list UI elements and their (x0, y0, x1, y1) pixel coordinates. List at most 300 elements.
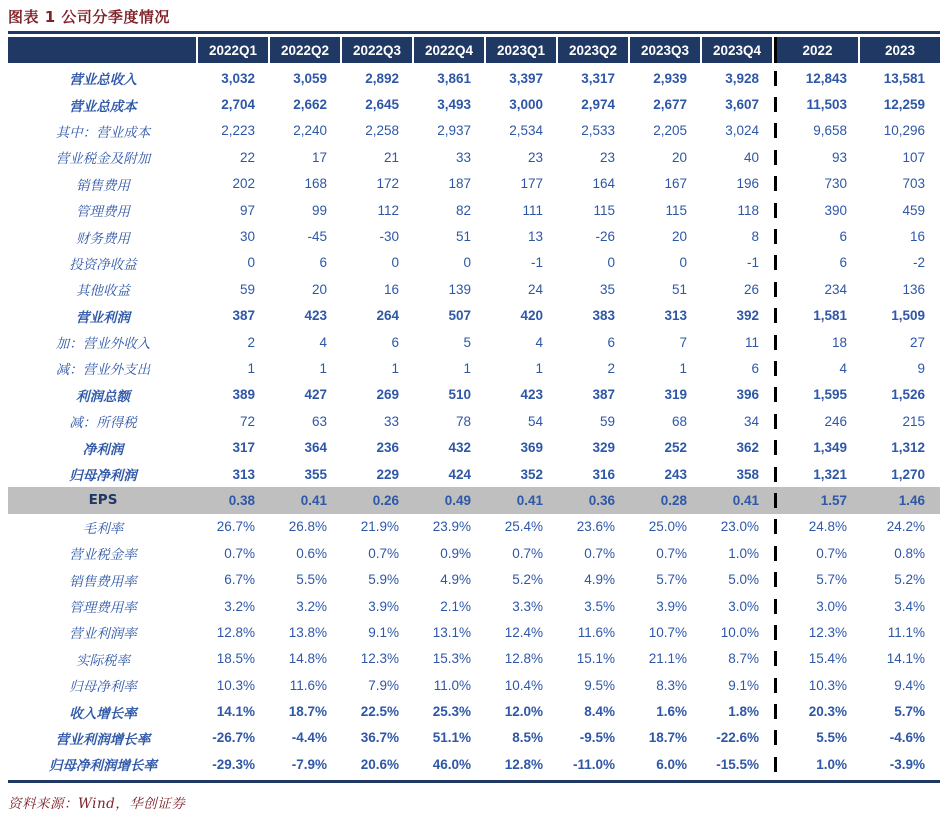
table-cell: 51 (455, 229, 471, 245)
table-cell: 12.8% (504, 651, 543, 667)
table-cell: 9,658 (774, 123, 858, 138)
table-cell: 18.5% (216, 651, 255, 667)
table-cell: 703 (902, 176, 925, 192)
table-cell: 16 (909, 229, 925, 245)
table-cell: 26.8% (288, 519, 327, 535)
table-cell: 5.2% (512, 572, 543, 588)
table-cell: 168 (304, 176, 327, 192)
table-cell: 18.7% (288, 704, 327, 720)
table-cell: 15.3% (432, 651, 471, 667)
table-cell: 1.57 (774, 493, 858, 508)
table-cell: 8.3% (656, 677, 687, 693)
table-cell: 1 (391, 360, 399, 376)
table-cell: 68 (671, 413, 687, 429)
table-cell: 317 (232, 440, 255, 456)
table-cell: 0.7% (774, 546, 858, 561)
table-cell: 15.4% (774, 651, 858, 666)
table-cell: -15.5% (716, 756, 759, 772)
table-cell: 82 (455, 202, 471, 218)
table-cell: 23.6% (576, 519, 615, 535)
table-cell: 5.0% (728, 572, 759, 588)
table-cell: 5.9% (368, 572, 399, 588)
table-row (8, 672, 940, 698)
table-cell: 1.6% (656, 704, 687, 720)
table-cell: 5.7% (894, 704, 925, 720)
row-label: 归母净利润增长率 (49, 758, 157, 775)
table-cell: 72 (239, 413, 255, 429)
table-cell: 22 (239, 149, 255, 165)
bottom-divider (8, 780, 940, 783)
table-cell: 0.26 (372, 492, 399, 508)
table-cell: 196 (736, 176, 759, 192)
table-cell: 1.0% (728, 545, 759, 561)
table-cell: -3.9% (889, 756, 925, 772)
table-cell: 0.36 (588, 492, 615, 508)
table-cell: 15.1% (576, 651, 615, 667)
column-header: 2023Q3 (630, 37, 700, 63)
table-cell: 390 (774, 203, 858, 218)
table-cell: 1.0% (774, 757, 858, 772)
column-header: 2022Q3 (342, 37, 412, 63)
table-cell: 3.9% (656, 598, 687, 614)
table-header-row (8, 37, 940, 63)
table-cell: 2 (607, 360, 615, 376)
table-cell: 24 (527, 281, 543, 297)
table-cell: 3,397 (509, 70, 543, 86)
table-cell: 3.9% (368, 598, 399, 614)
table-cell: 1,509 (891, 308, 925, 324)
table-cell: 54 (527, 413, 543, 429)
table-row (8, 223, 940, 249)
table-cell: 9.1% (728, 677, 759, 693)
table-cell: 1,349 (774, 440, 858, 455)
table-row (8, 751, 940, 777)
table-cell: 358 (736, 466, 759, 482)
table-cell: 30 (239, 229, 255, 245)
table-cell: 26 (743, 281, 759, 297)
table-cell: 12.3% (774, 625, 858, 640)
table-cell: 34 (743, 413, 759, 429)
table-row (8, 197, 940, 223)
table-cell: 0.41 (516, 492, 543, 508)
table-cell: 0.7% (224, 545, 255, 561)
figure-title: 图表 1 公司分季度情况 (8, 8, 170, 26)
table-cell: 21.1% (648, 651, 687, 667)
table-cell: 387 (232, 308, 255, 324)
column-header: 2023 (860, 37, 940, 63)
table-cell: 5 (463, 334, 471, 350)
table-row (8, 434, 940, 460)
table-row (8, 355, 940, 381)
table-cell: 23 (599, 149, 615, 165)
table-cell: 0 (391, 255, 399, 271)
top-divider (8, 31, 940, 34)
table-cell: 1 (463, 360, 471, 376)
table-cell: 111 (522, 202, 543, 218)
table-row (8, 646, 940, 672)
table-cell: -30 (379, 229, 399, 245)
table-cell: 118 (737, 202, 759, 218)
row-label: 投资净收益 (69, 256, 137, 273)
header-label-spacer (8, 37, 196, 63)
table-cell: 40 (743, 149, 759, 165)
table-cell: 10.0% (720, 624, 759, 640)
table-cell: 2,534 (509, 123, 543, 139)
row-label: 减：营业外支出 (55, 362, 151, 379)
table-cell: 23.0% (720, 519, 759, 535)
table-cell: 112 (377, 202, 399, 218)
table-cell: 3,024 (725, 123, 759, 139)
table-cell: 0.49 (444, 492, 471, 508)
row-label: 营业利润增长率 (55, 731, 151, 748)
table-row (8, 487, 940, 513)
row-label: 财务费用 (76, 230, 130, 247)
table-cell: 0 (607, 255, 615, 271)
table-cell: 35 (599, 281, 615, 297)
table-row (8, 698, 940, 724)
table-cell: 12.8% (216, 624, 255, 640)
table-cell: 329 (592, 440, 615, 456)
table-cell: 0.38 (228, 492, 255, 508)
table-cell: 392 (736, 308, 759, 324)
table-cell: 8.4% (584, 704, 615, 720)
table-cell: 507 (448, 308, 471, 324)
table-cell: 2,662 (293, 97, 327, 113)
table-cell: 22.5% (360, 704, 399, 720)
table-cell: 8 (751, 229, 759, 245)
table-cell: 23 (527, 149, 543, 165)
table-cell: 2 (247, 334, 255, 350)
table-cell: 36.7% (360, 730, 399, 746)
row-label: 实际税率 (76, 652, 130, 669)
table-cell: -1 (530, 255, 543, 271)
table-cell: 383 (592, 308, 615, 324)
table-cell: 1,526 (891, 387, 925, 403)
table-row (8, 91, 940, 117)
table-cell: 246 (774, 414, 858, 429)
table-cell: 202 (232, 176, 255, 192)
table-cell: 12.0% (504, 704, 543, 720)
table-row (8, 619, 940, 645)
table-cell: 12.4% (504, 624, 543, 640)
row-label: 营业总成本 (69, 98, 137, 115)
table-cell: 0.8% (894, 545, 925, 561)
table-row (8, 118, 940, 144)
table-cell: 252 (664, 440, 687, 456)
table-cell: 18.7% (648, 730, 687, 746)
table-cell: 9 (917, 360, 925, 376)
table-cell: 59 (599, 413, 615, 429)
table-cell: 0.7% (584, 545, 615, 561)
table-cell: 3,059 (293, 70, 327, 86)
table-cell: -11.0% (572, 756, 615, 772)
table-cell: 3,928 (725, 70, 759, 86)
table-cell: 0.28 (660, 492, 687, 508)
table-cell: 14.1% (886, 651, 925, 667)
table-cell: 1 (319, 360, 327, 376)
table-cell: -26 (595, 229, 615, 245)
table-cell: 51 (671, 281, 687, 297)
table-cell: 136 (902, 281, 925, 297)
table-cell: 459 (902, 202, 925, 218)
table-cell: 12.3% (360, 651, 399, 667)
table-cell: 510 (448, 387, 471, 403)
table-cell: 63 (311, 413, 327, 429)
column-header: 2022 (774, 37, 858, 63)
table-cell: 24.2% (886, 519, 925, 535)
table-cell: 6 (751, 360, 759, 376)
table-cell: 420 (520, 308, 543, 324)
table-cell: 2,205 (653, 123, 687, 139)
table-cell: 46.0% (432, 756, 471, 772)
table-cell: 59 (239, 281, 255, 297)
table-cell: 389 (232, 387, 255, 403)
table-cell: 0.7% (656, 545, 687, 561)
table-cell: 11 (744, 334, 759, 350)
row-label: 管理费用率 (69, 600, 137, 616)
row-label: 收入增长率 (69, 705, 137, 722)
table-cell: 423 (304, 308, 327, 324)
table-cell: 0 (247, 255, 255, 271)
table-cell: 27 (909, 334, 925, 350)
table-cell: 3.2% (224, 598, 255, 614)
table-cell: 13,581 (883, 70, 925, 86)
table-cell: 14.1% (216, 704, 255, 720)
table-cell: 13.8% (288, 624, 327, 640)
table-cell: 1.8% (728, 704, 759, 720)
table-cell: 4.9% (440, 572, 471, 588)
table-cell: 2,223 (221, 123, 255, 139)
table-cell: 164 (592, 176, 615, 192)
table-cell: 2,974 (581, 97, 615, 113)
table-cell: 432 (448, 440, 471, 456)
table-cell: 0.7% (512, 545, 543, 561)
table-cell: 1,321 (774, 467, 858, 482)
row-label: 管理费用 (76, 204, 130, 221)
column-header: 2023Q4 (702, 37, 772, 63)
table-cell: 0.9% (440, 545, 471, 561)
table-cell: 12.8% (504, 756, 543, 772)
table-cell: 3,861 (437, 70, 471, 86)
table-cell: 2,258 (365, 123, 399, 139)
table-cell: -7.9% (291, 756, 327, 772)
table-row (8, 276, 940, 302)
table-cell: 172 (376, 176, 399, 192)
table-row (8, 540, 940, 566)
table-cell: 2.1% (440, 598, 471, 614)
table-cell: 2,645 (365, 97, 399, 113)
table-cell: 0 (463, 255, 471, 271)
table-cell: -9.5% (579, 730, 615, 746)
table-cell: 2,704 (221, 97, 255, 113)
column-header: 2023Q1 (486, 37, 556, 63)
table-cell: 3.4% (894, 598, 925, 614)
table-cell: 10.7% (648, 624, 687, 640)
table-cell: 316 (592, 466, 615, 482)
table-cell: 23.9% (432, 519, 471, 535)
column-header: 2023Q2 (558, 37, 628, 63)
table-cell: 12,259 (883, 97, 925, 113)
table-cell: 6.7% (224, 572, 255, 588)
table-cell: 236 (376, 440, 399, 456)
table-cell: 264 (376, 308, 399, 324)
table-cell: 0.41 (732, 492, 759, 508)
row-label: 归母净利率 (69, 679, 137, 696)
table-row (8, 566, 940, 592)
table-row (8, 250, 940, 276)
row-label: 销售费用 (76, 177, 130, 194)
table-cell: 51.1% (432, 730, 471, 746)
table-cell: 97 (239, 202, 255, 218)
table-cell: 3,493 (437, 97, 471, 113)
table-cell: 6 (319, 255, 327, 271)
table-cell: 11.1% (887, 624, 925, 640)
table-cell: 2,533 (581, 123, 615, 139)
table-cell: -4.4% (291, 730, 327, 746)
table-cell: 11.6% (577, 624, 615, 640)
table-cell: 362 (736, 440, 759, 456)
table-cell: 10,296 (883, 123, 925, 139)
table-cell: 427 (304, 387, 327, 403)
table-cell: 177 (520, 176, 543, 192)
table-cell: 25.3% (432, 704, 471, 720)
table-row (8, 303, 940, 329)
table-cell: 5.7% (774, 572, 858, 587)
row-label: 减：所得税 (69, 415, 137, 432)
table-cell: 11,503 (774, 97, 858, 112)
table-cell: 423 (520, 387, 543, 403)
table-cell: 355 (304, 466, 327, 482)
table-cell: 4 (319, 334, 327, 350)
table-cell: 0.7% (368, 545, 399, 561)
table-cell: 20.6% (360, 756, 399, 772)
table-cell: 3.5% (584, 598, 615, 614)
table-cell: -4.6% (889, 730, 925, 746)
table-cell: 20 (311, 281, 327, 297)
row-label: 毛利率 (82, 520, 124, 537)
table-cell: 3.2% (296, 598, 327, 614)
table-cell: 6 (607, 334, 615, 350)
table-cell: 11.6% (289, 677, 327, 693)
table-cell: 4 (774, 361, 858, 376)
table-cell: 10.4% (504, 677, 543, 693)
table-cell: -22.6% (716, 730, 759, 746)
table-cell: 11.0% (433, 677, 471, 693)
table-cell: 9.5% (584, 677, 615, 693)
table-row (8, 725, 940, 751)
table-cell: 9.1% (368, 624, 399, 640)
table-cell: 2,937 (437, 123, 471, 139)
table-row (8, 593, 940, 619)
table-cell: 3,607 (725, 97, 759, 113)
table-cell: 167 (664, 176, 687, 192)
table-cell: 26.7% (216, 519, 255, 535)
table-cell: 6 (391, 334, 399, 350)
table-cell: 730 (774, 176, 858, 191)
table-cell: 7 (679, 334, 687, 350)
table-cell: 396 (736, 387, 759, 403)
table-cell: -29.3% (212, 756, 255, 772)
quarterly-financial-table (8, 37, 940, 778)
row-label: 营业利润率 (69, 626, 137, 643)
row-label: 营业税金率 (69, 547, 137, 564)
table-cell: 4.9% (584, 572, 615, 588)
table-cell: 6 (774, 255, 858, 270)
row-label: 净利润 (82, 441, 124, 458)
table-row (8, 171, 940, 197)
table-cell: 5.5% (296, 572, 327, 588)
table-cell: 14.8% (288, 651, 327, 667)
table-cell: 187 (448, 176, 471, 192)
table-cell: 0.41 (300, 492, 327, 508)
table-cell: 0.6% (296, 545, 327, 561)
row-label: 其他收益 (76, 283, 130, 300)
table-cell: 1 (535, 360, 543, 376)
table-cell: 13 (527, 229, 543, 245)
table-cell: 10.3% (774, 678, 858, 693)
table-cell: 21 (383, 149, 399, 165)
table-cell: 1,312 (891, 440, 925, 456)
table-cell: 6 (774, 229, 858, 244)
table-cell: 319 (664, 387, 687, 403)
column-header: 2022Q4 (414, 37, 484, 63)
table-cell: 1 (679, 360, 687, 376)
table-cell: 229 (376, 466, 399, 482)
table-cell: 269 (376, 387, 399, 403)
table-cell: 364 (304, 440, 327, 456)
table-cell: 4 (535, 334, 543, 350)
table-cell: 7.9% (368, 677, 399, 693)
table-cell: 8.7% (728, 651, 759, 667)
table-cell: 6.0% (656, 756, 687, 772)
table-body (8, 65, 940, 778)
table-cell: 1.46 (898, 492, 925, 508)
table-row (8, 329, 940, 355)
row-label: 销售费用率 (69, 573, 137, 590)
table-cell: 234 (774, 282, 858, 297)
table-cell: 8.5% (512, 730, 543, 746)
table-cell: 20.3% (774, 704, 858, 719)
table-cell: 25.4% (504, 519, 543, 535)
table-cell: 5.5% (774, 730, 858, 745)
table-cell: 3,000 (509, 97, 543, 113)
table-cell: 12,843 (774, 71, 858, 86)
table-cell: 16 (383, 281, 399, 297)
table-cell: 33 (455, 149, 471, 165)
table-cell: 93 (774, 150, 858, 165)
table-cell: 18 (774, 335, 858, 350)
column-header: 2022Q1 (198, 37, 268, 63)
column-header: 2022Q2 (270, 37, 340, 63)
table-cell: 2,939 (653, 70, 687, 86)
table-cell: 1,581 (774, 308, 858, 323)
table-cell: 243 (664, 466, 687, 482)
table-cell: -26.7% (212, 730, 255, 746)
table-cell: 3,317 (581, 70, 615, 86)
table-cell: 33 (383, 413, 399, 429)
table-cell: 21.9% (360, 519, 399, 535)
source-note: 资料来源：Wind，华创证券 (8, 795, 186, 812)
table-row (8, 461, 940, 487)
table-cell: 107 (902, 149, 925, 165)
table-cell: 2,677 (653, 97, 687, 113)
table-cell: 115 (665, 202, 687, 218)
row-label: EPS (88, 492, 118, 509)
table-cell: 387 (592, 387, 615, 403)
table-row (8, 382, 940, 408)
table-cell: 17 (311, 149, 327, 165)
table-cell: 139 (448, 281, 471, 297)
